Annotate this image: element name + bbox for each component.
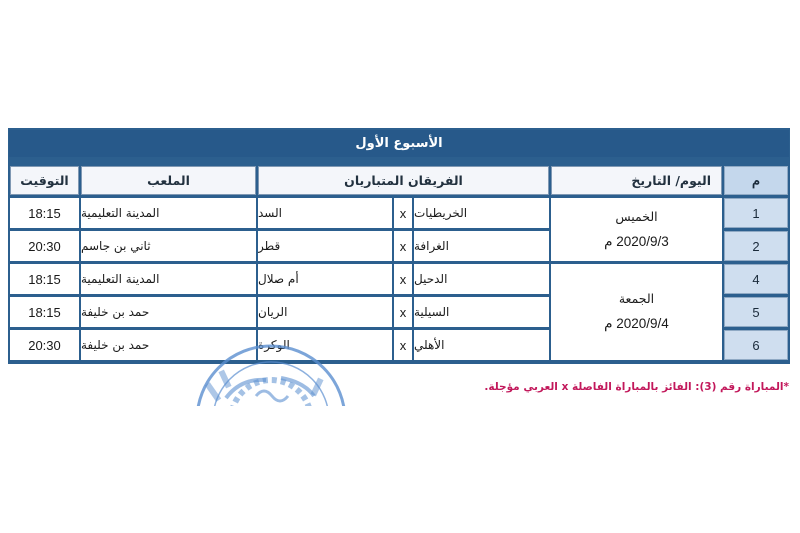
away-team: قطر bbox=[258, 231, 392, 261]
table-title: الأسبوع الأول bbox=[9, 130, 789, 157]
versus-mark: x bbox=[394, 231, 412, 261]
versus-mark: x bbox=[394, 330, 412, 360]
home-team: الأهلي bbox=[414, 330, 549, 360]
match-date: 2020/9/3 م bbox=[604, 233, 669, 249]
header-time: التوقيت bbox=[10, 166, 79, 195]
header-number: م bbox=[724, 166, 788, 195]
home-team: الخريطيات bbox=[414, 198, 549, 228]
match-stadium: المدينة التعليمية bbox=[81, 264, 256, 294]
day-date-cell bbox=[551, 198, 722, 261]
match-number: 1 bbox=[724, 198, 788, 228]
match-stadium: المدينة التعليمية bbox=[81, 198, 256, 228]
away-team: أم صلال bbox=[258, 264, 392, 294]
header-stadium: الملعب bbox=[81, 166, 256, 195]
match-date: 2020/9/4 م bbox=[604, 316, 669, 332]
footnote: *المباراة رقم (3): الفائز بالمباراة الفاصلة x العربي مؤجلة. bbox=[484, 381, 789, 393]
match-time: 18:15 bbox=[10, 297, 79, 327]
seal-icon bbox=[186, 338, 356, 406]
header-day-date: اليوم/ التاريخ bbox=[551, 166, 722, 195]
match-number: 5 bbox=[724, 297, 788, 327]
versus-mark: x bbox=[394, 198, 412, 228]
match-time: 18:15 bbox=[10, 198, 79, 228]
match-number: 4 bbox=[724, 264, 788, 294]
match-number: 2 bbox=[724, 231, 788, 261]
match-time: 20:30 bbox=[10, 231, 79, 261]
match-stadium: حمد بن خليفة bbox=[81, 297, 256, 327]
match-time: 20:30 bbox=[10, 330, 79, 360]
day-name: الجمعة bbox=[618, 291, 655, 307]
day-date-cell bbox=[551, 264, 722, 360]
versus-mark: x bbox=[394, 264, 412, 294]
home-team: الدحيل bbox=[414, 264, 549, 294]
match-time: 18:15 bbox=[10, 264, 79, 294]
away-team: الوكرة bbox=[258, 330, 392, 360]
home-team: السيلية bbox=[414, 297, 549, 327]
match-stadium: ثاني بن جاسم bbox=[81, 231, 256, 261]
home-team: الغرافة bbox=[414, 231, 549, 261]
official-stamp bbox=[186, 338, 356, 406]
match-number: 6 bbox=[724, 330, 788, 360]
match-stadium: حمد بن خليفة bbox=[81, 330, 256, 360]
day-name: الخميس bbox=[615, 208, 658, 224]
versus-mark: x bbox=[394, 297, 412, 327]
header-teams: الفريقان المتباريان bbox=[258, 166, 549, 195]
away-team: السد bbox=[258, 198, 392, 228]
away-team: الريان bbox=[258, 297, 392, 327]
